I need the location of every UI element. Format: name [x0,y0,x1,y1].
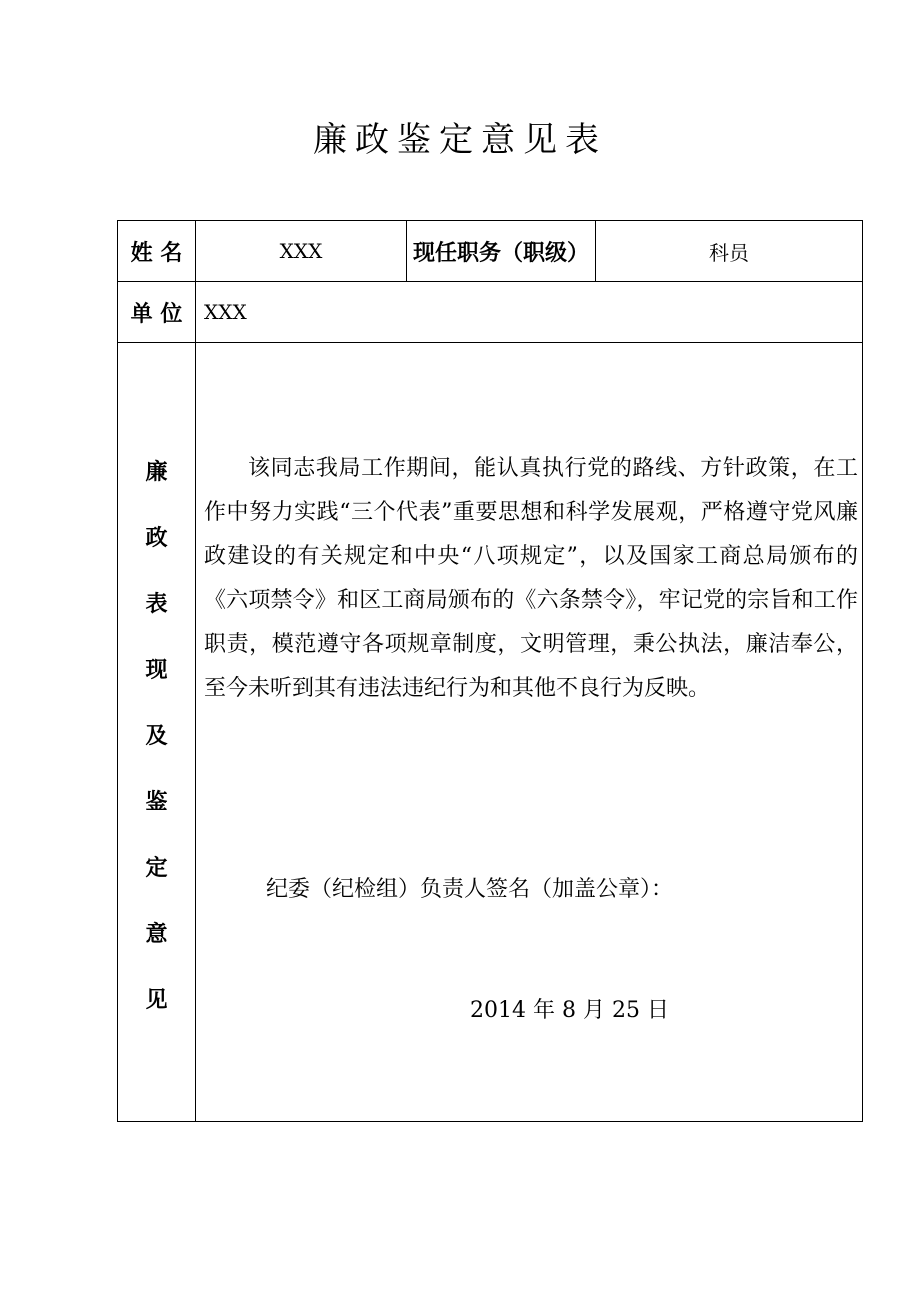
position-value: 科员 [595,220,863,282]
label-char: 政 [145,526,168,551]
label-char: 表 [145,592,168,617]
label-char: 定 [145,856,168,881]
position-label: 现任职务（职级） [406,220,596,282]
signature-line: 纪委（纪检组）负责人签名（加盖公章）： [266,877,674,902]
page-title: 廉政鉴定意见表 [313,120,607,160]
label-char: 及 [145,724,168,749]
opinion-section-label [118,440,195,1034]
label-char: 鉴 [145,790,168,815]
name-label: 姓 名 [117,220,196,282]
date: 2014 年 8 月 25 日 [470,998,669,1023]
label-char: 现 [145,658,168,683]
unit-label: 单 位 [117,281,196,343]
label-char: 见 [145,988,168,1013]
label-char: 意 [145,922,168,947]
opinion-text: 该同志我局工作期间，能认真执行党的路线、方针政策，在工作中努力实践“三个代表”重要思想和科学发展观，严格遵守党风廉政建设的有关规定和中央“八项规定”，以及国家工商总局颁布的《六项禁令》和区工商局颁布的《六条禁令》，牢记党的宗旨和工作职责，模范遵守各项规章制度，文明管理，秉公执法，廉洁奉公，至今未听到其有违法违纪行为和其他不良行为反映。 [204,456,858,701]
name-value: XXX [195,220,407,282]
unit-value: XXX [195,281,863,343]
label-char: 廉 [145,460,168,485]
